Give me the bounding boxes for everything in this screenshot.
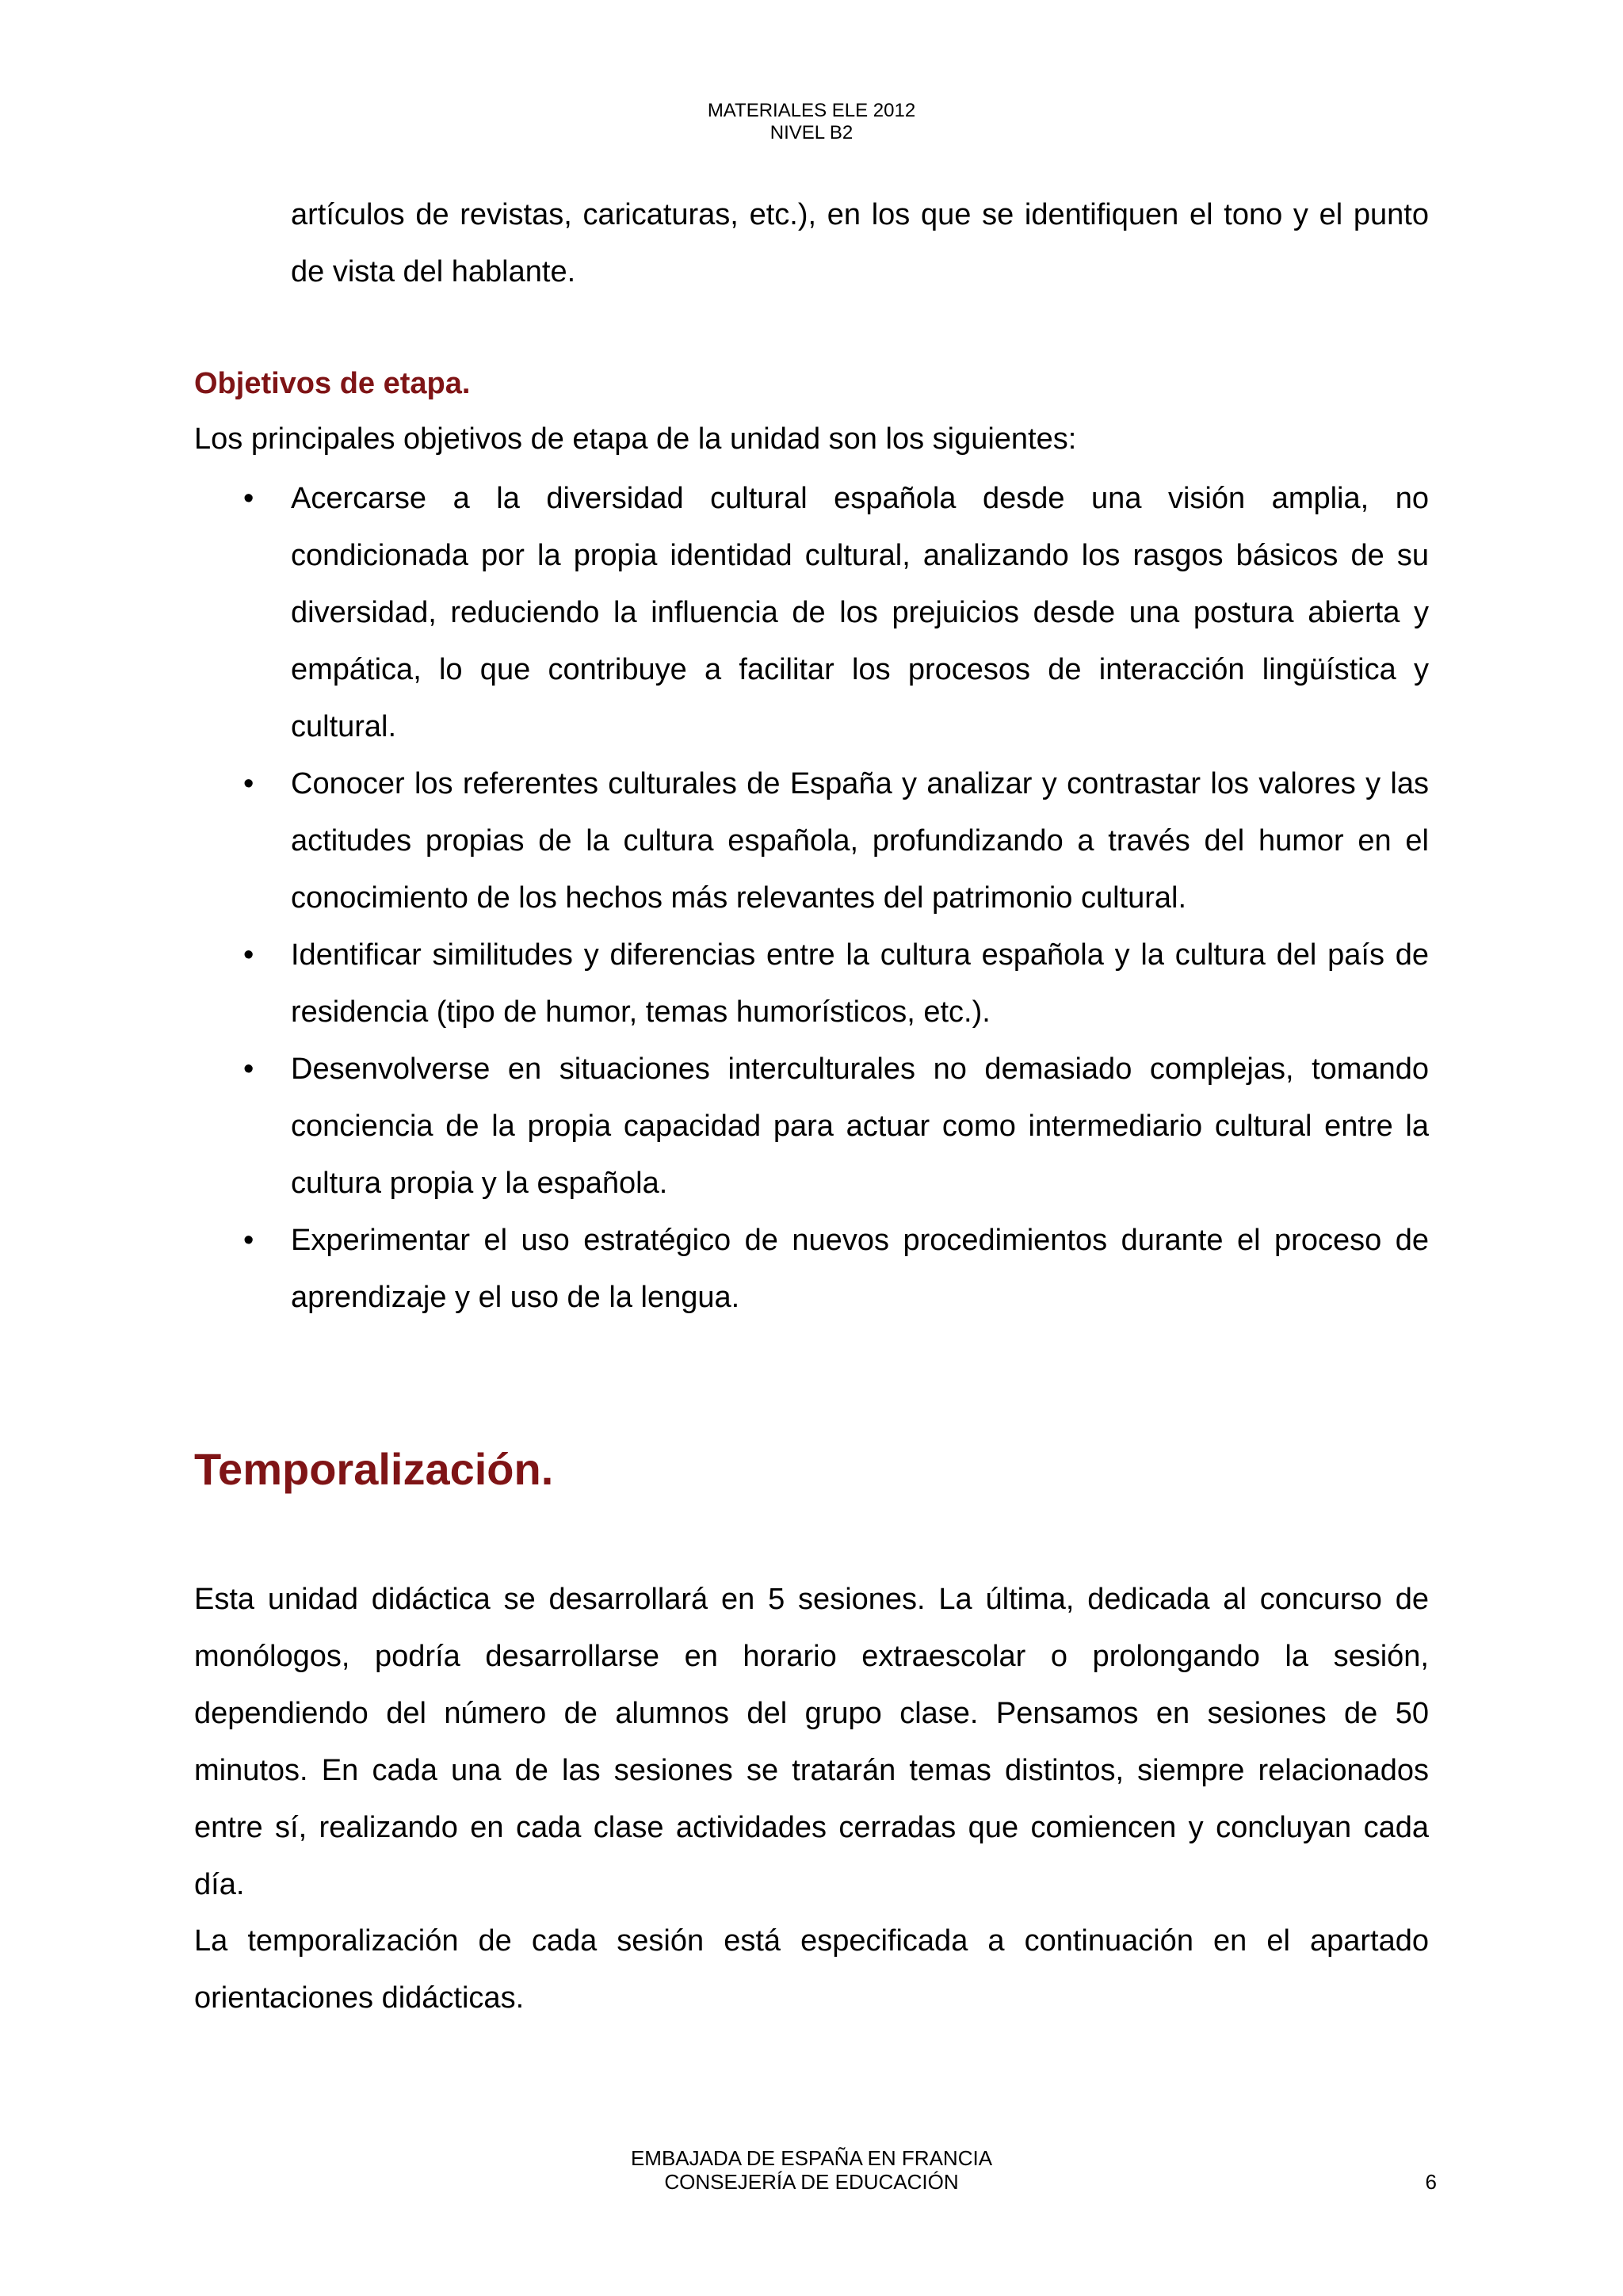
list-item bbox=[194, 926, 1429, 1041]
page-number: 6 bbox=[1425, 2170, 1437, 2194]
objetivos-list bbox=[194, 470, 1429, 1326]
bullet-icon: • bbox=[243, 1224, 254, 1257]
continuation-paragraph: artículos de revistas, caricaturas, etc.), en los que se identifiquen el tono y el punto de vista del hablante. bbox=[291, 198, 1429, 288]
footer-line-1: EMBAJADA DE ESPAÑA EN FRANCIA bbox=[630, 2146, 993, 2170]
footer-line-2: CONSEJERÍA DE EDUCACIÓN bbox=[664, 2170, 959, 2194]
temporalizacion-heading: Temporalización. bbox=[194, 1444, 554, 1494]
page-footer bbox=[0, 2146, 1623, 2194]
list-item-text: Identificar similitudes y diferencias entre la cultura española y la cultura del país de residencia (tipo de humor, temas humorísticos, etc.). bbox=[291, 938, 1429, 1029]
list-item-text: Conocer los referentes culturales de España y analizar y contrastar los valores y las actitudes propias de la cultura española, profundizando a través del humor en el conocimiento de los hechos más relevantes del patrimonio cultural. bbox=[291, 767, 1429, 915]
temporalizacion-paragraph-1: Esta unidad didáctica se desarrollará en 5 sesiones. La última, dedicada al concurso de monólogos, podría desarrollarse en horario extraescolar o prolongando la sesión, dependiendo del número de alumnos del grupo clase. Pensamos en sesiones de 50 minutos. En cada una de las sesiones se tratarán temas distintos, siempre relacionados entre sí, realizando en cada clase actividades cerradas que comiencen y concluyan cada día. bbox=[194, 1583, 1429, 1901]
list-item bbox=[194, 470, 1429, 755]
list-item bbox=[194, 1212, 1429, 1326]
objetivos-intro: Los principales objetivos de etapa de la unidad son los siguientes: bbox=[194, 422, 1077, 456]
bullet-icon: • bbox=[243, 482, 254, 515]
list-item bbox=[194, 1041, 1429, 1212]
list-item-text: Experimentar el uso estratégico de nuevos procedimientos durante el proceso de aprendizaje y el uso de la lengua. bbox=[291, 1224, 1429, 1314]
list-item bbox=[194, 755, 1429, 926]
objetivos-title: Objetivos de etapa. bbox=[194, 367, 471, 400]
header-line-1: MATERIALES ELE 2012 bbox=[707, 100, 916, 121]
bullet-icon: • bbox=[243, 767, 254, 800]
bullet-icon: • bbox=[243, 938, 254, 972]
temporalizacion-paragraph-2: La temporalización de cada sesión está especificada a continuación en el apartado orientaciones didácticas. bbox=[194, 1924, 1429, 2015]
list-item-text: Desenvolverse en situaciones interculturales no demasiado complejas, tomando conciencia de la propia capacidad para actuar como intermediario cultural entre la cultura propia y la española. bbox=[291, 1052, 1429, 1200]
header-line-2: NIVEL B2 bbox=[769, 122, 854, 143]
page-header bbox=[0, 100, 1623, 144]
list-item-text: Acercarse a la diversidad cultural española desde una visión amplia, no condicionada por la propia identidad cultural, analizando los rasgos básicos de su diversidad, reduciendo la influencia de los prejuicios desde una postura abierta y empática, lo que contribuye a facilitar los procesos de interacción lingüística y cultural. bbox=[291, 482, 1429, 743]
bullet-icon: • bbox=[243, 1052, 254, 1086]
